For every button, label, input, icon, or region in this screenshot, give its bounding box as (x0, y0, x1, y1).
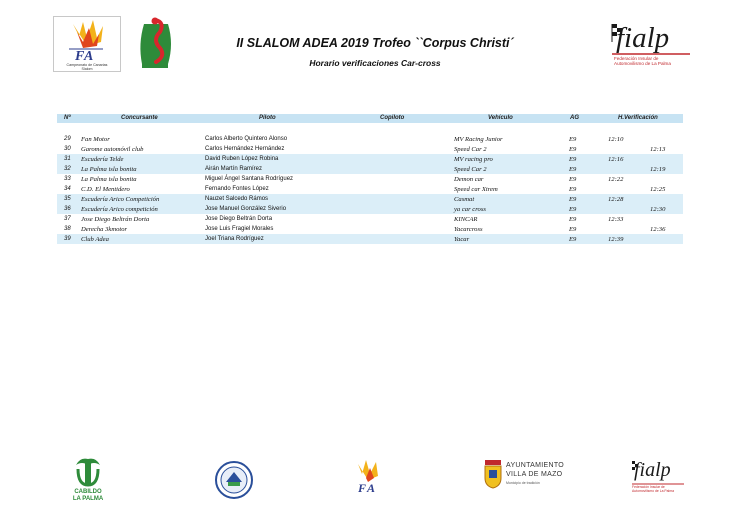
row-vehiculo: Yacarcross (454, 226, 483, 233)
row-ag: E9 (569, 156, 577, 163)
mazo-coat-of-arms-icon (482, 458, 504, 490)
row-piloto: Joel Triana Rodríguez (205, 236, 264, 242)
row-ag: E9 (569, 146, 577, 153)
table-row (57, 214, 683, 224)
round-seal-logo (214, 460, 254, 500)
row-ag: E9 (569, 136, 577, 143)
header-num: Nº (64, 115, 71, 121)
fialp-sub-top-2: Automovilismo de La Palma (614, 61, 671, 66)
fialp-wordmark-top: fialp (616, 22, 670, 54)
fia-flame-logo-bottom (348, 458, 388, 496)
row-vehiculo: Demon car (454, 176, 484, 183)
header-copiloto: Copiloto (380, 115, 405, 121)
table-row (57, 164, 683, 174)
header-vehiculo: Vehículo (488, 115, 513, 121)
row-piloto: Airán Martín Ramírez (205, 166, 263, 172)
row-concursante: Club Adea (81, 236, 109, 243)
row-vehiculo: KINCAR (454, 216, 478, 223)
fialp-sub-bottom-2: Automovilismo de La Palma (632, 489, 675, 493)
row-piloto: Fernando Fontes López (205, 186, 269, 192)
row-num: 36 (64, 206, 71, 212)
row-ag: E9 (569, 176, 577, 183)
row-num: 30 (64, 146, 71, 152)
ayto-text-1: AYUNTAMIENTO (506, 462, 565, 469)
row-ag: E9 (569, 216, 577, 223)
table-row (57, 174, 683, 184)
row-vehiculo: Casmat (454, 196, 475, 203)
row-num: 35 (64, 196, 71, 202)
svg-text:F: F (358, 481, 367, 495)
row-piloto: David Ruben López Robina (205, 156, 279, 162)
table-header (57, 114, 683, 123)
table-row (57, 184, 683, 194)
row-concursante: Escudería Arico Competición (81, 196, 160, 203)
row-hora-a: 12:10 (608, 136, 624, 143)
header-verificacion: H.Verificación (618, 115, 658, 121)
document-subtitle: Horario verificaciones Car-cross (309, 58, 441, 68)
row-hora-b: 12:13 (650, 146, 666, 153)
row-vehiculo: Speed car Xtrem (454, 186, 498, 193)
row-concursante: C.D. El Mentidero (81, 186, 130, 193)
row-num: 37 (64, 216, 71, 222)
table-row (57, 194, 683, 204)
row-piloto: Jose Luis Fragiel Morales (205, 226, 274, 232)
cabildo-text-2: LA PALMA (72, 496, 104, 502)
table-row (57, 204, 683, 214)
row-num: 31 (64, 156, 71, 162)
fialp-logo-bottom (628, 458, 688, 496)
row-hora-a: 12:39 (608, 236, 624, 243)
row-concursante: Escudería Telde (81, 156, 124, 163)
row-vehiculo: MV Racing Junior (454, 136, 503, 143)
row-hora-b: 12:36 (650, 226, 666, 233)
row-vehiculo: Speed Car 2 (454, 166, 487, 173)
table-row (57, 224, 683, 234)
row-ag: E9 (569, 206, 577, 213)
table-row (57, 154, 683, 164)
row-ag: E9 (569, 186, 577, 193)
row-piloto: Jose Manuel González Siverio (205, 206, 287, 212)
row-num: 34 (64, 186, 71, 192)
row-vehiculo: ya car cross (454, 206, 486, 213)
cabildo-palm-icon (68, 455, 108, 489)
canarias-caption-1: Campeonato de Canarias (66, 63, 108, 67)
row-ag: E9 (569, 166, 577, 173)
row-vehiculo: MV racing pro (454, 156, 493, 163)
table-row (57, 234, 683, 244)
table-row (57, 144, 683, 154)
svg-text:F: F (75, 49, 85, 64)
row-hora-a: 12:33 (608, 216, 624, 223)
row-hora-b: 12:30 (650, 206, 666, 213)
row-concursante: Escudería Arico competición (81, 206, 158, 213)
cabildo-la-palma-logo (68, 455, 108, 505)
row-num: 39 (64, 236, 71, 242)
row-concursante: Garome automóvil club (81, 146, 144, 153)
row-vehiculo: Speed Car 2 (454, 146, 487, 153)
row-concursante: Derecha 3kmotor (81, 226, 128, 233)
ayuntamiento-villa-de-mazo-logo (482, 456, 574, 496)
document-title: II SLALOM ADEA 2019 Trofeo ``Corpus Christi´ (236, 36, 514, 50)
fialp-logo-top (606, 20, 696, 70)
row-hora-a: 12:22 (608, 176, 624, 183)
fialp-sub-top-1: Federación Insular de (614, 56, 659, 61)
cabildo-text-1: CABILDO (74, 489, 102, 495)
row-piloto: Jose Diego Beltrán Dorta (205, 216, 273, 222)
row-piloto: Carlos Hernández Hernández (205, 146, 285, 152)
row-hora-b: 12:19 (650, 166, 666, 173)
table-row (57, 134, 683, 144)
header-piloto: Piloto (259, 115, 276, 121)
header-concursante: Concursante (121, 115, 158, 121)
adea-logo (132, 14, 178, 74)
svg-text:A: A (84, 49, 94, 64)
canarias-caption-2: Slalom (81, 67, 93, 71)
row-num: 33 (64, 176, 71, 182)
ayto-text-2: VILLA DE MAZO (506, 471, 563, 478)
fialp-wordmark-bottom: fialp (634, 459, 671, 481)
row-hora-a: 12:28 (608, 196, 624, 203)
row-ag: E9 (569, 226, 577, 233)
fialp-sub-bottom-1: Federación Insular de (632, 485, 665, 489)
adea-serpent-icon (132, 14, 178, 74)
row-vehiculo: Yacar (454, 236, 470, 243)
row-ag: E9 (569, 196, 577, 203)
row-hora-a: 12:16 (608, 156, 624, 163)
row-num: 29 (64, 136, 71, 142)
row-hora-b: 12:25 (650, 186, 666, 193)
row-piloto: Nauzet Salcedo Rámos (205, 196, 269, 202)
fia-flame-icon (348, 458, 388, 496)
row-num: 32 (64, 166, 71, 172)
row-concursante: Fan Motor (81, 136, 110, 143)
canarias-slalom-logo (53, 16, 121, 72)
row-concursante: Jose Diego Beltrán Dorta (81, 216, 150, 223)
row-num: 38 (64, 226, 71, 232)
svg-text:A: A (367, 481, 376, 495)
seal-icon (214, 460, 254, 500)
row-piloto: Miguel Ángel Santana Rodríguez (205, 176, 294, 182)
row-concursante: La Palma isla bonita (81, 166, 137, 173)
row-piloto: Carlos Alberto Quintero Alonso (205, 136, 288, 142)
row-concursante: La Palma isla bonita (81, 176, 137, 183)
verification-schedule-table (57, 114, 683, 244)
header-ag: AG (570, 115, 579, 121)
row-ag: E9 (569, 236, 577, 243)
ayto-text-3: Municipio de tradición (506, 481, 540, 485)
